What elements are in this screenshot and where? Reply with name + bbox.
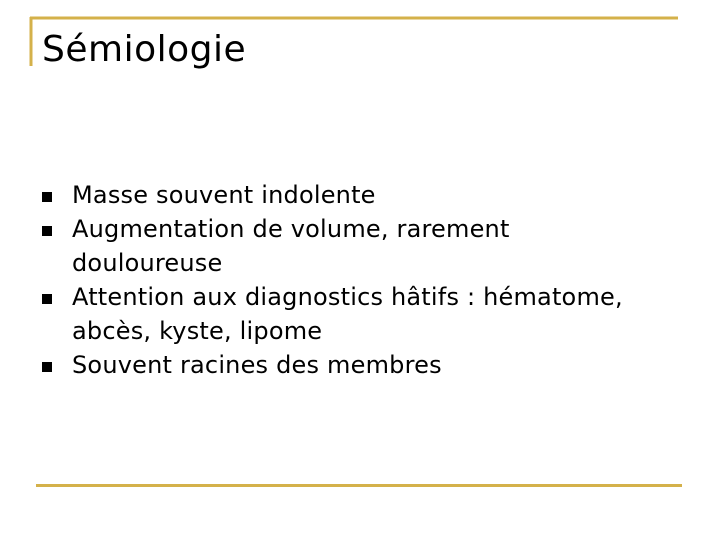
bullet-item xyxy=(42,178,662,212)
square-bullet-icon xyxy=(42,294,52,304)
square-bullet-icon xyxy=(42,192,52,202)
bullet-item xyxy=(42,212,662,280)
square-bullet-icon xyxy=(42,226,52,236)
square-bullet-icon xyxy=(42,362,52,372)
bullet-item xyxy=(42,348,662,382)
bullet-text: Attention aux diagnostics hâtifs : hématome, abcès, kyste, lipome xyxy=(72,283,623,345)
bullet-text: Augmentation de volume, rarement douloureuse xyxy=(72,215,510,277)
slide-title: Sémiologie xyxy=(42,29,247,70)
bullet-item xyxy=(42,280,662,348)
bullet-text: Masse souvent indolente xyxy=(72,181,376,209)
bullet-list xyxy=(42,178,662,382)
bullet-text: Souvent racines des membres xyxy=(72,351,442,379)
bottom-rule xyxy=(36,484,682,487)
